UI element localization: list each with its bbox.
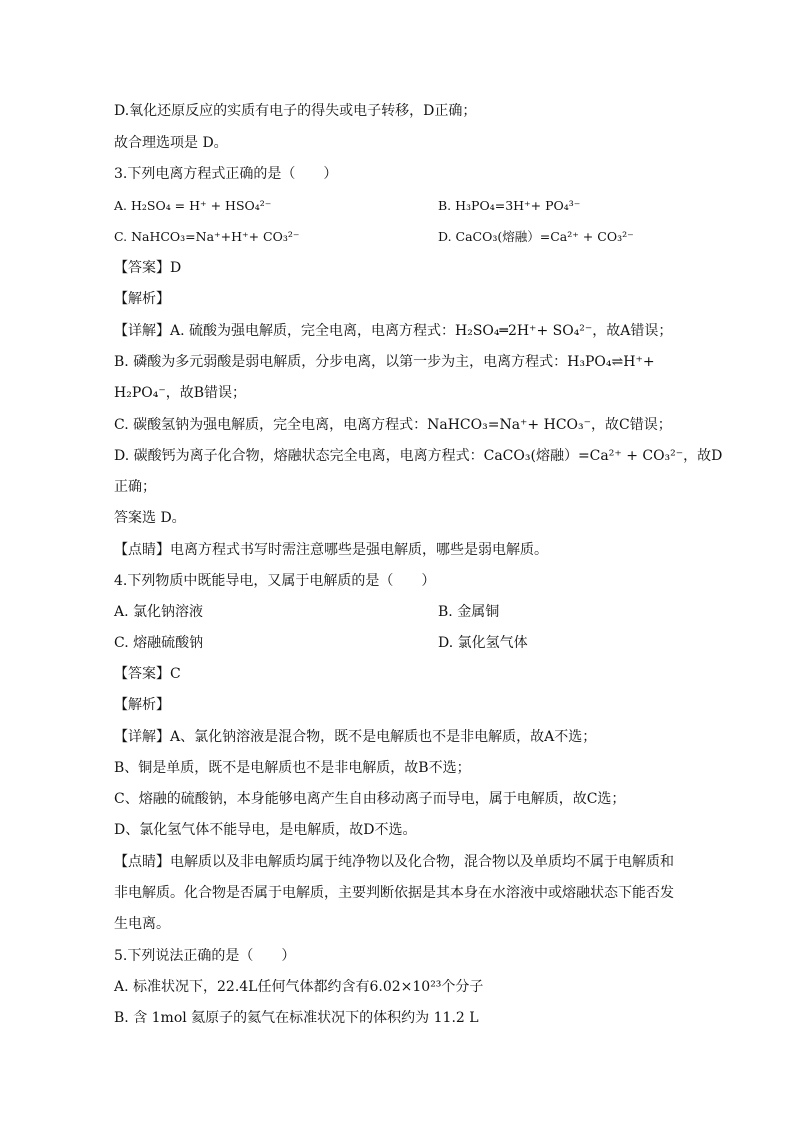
text-line: B、铜是单质，既不是电解质也不是非电解质，故B不选； — [114, 760, 471, 776]
key-point-line: 【点睛】电解质以及非电解质均属于纯净物以及化合物，混合物以及单质均不属于电解质和 — [114, 854, 674, 870]
q4-option-d: D. 氯化氢气体 — [438, 635, 528, 651]
q3-option-c: C. NaHCO₃=Na⁺+H⁺+ CO₃²⁻ — [114, 229, 300, 244]
q5-option-b: B. 含 1mol 氦原子的氦气在标准状况下的体积约为 11.2 L — [114, 1010, 479, 1026]
q3-option-b: B. H₃PO₄=3H⁺+ PO₄³⁻ — [438, 198, 581, 213]
q3-option-a: A. H₂SO₄ = H⁺ + HSO₄²⁻ — [114, 198, 272, 213]
question-3-stem: 3.下列电离方程式正确的是（ ） — [114, 166, 338, 182]
text-line: D、氯化氢气体不能导电，是电解质，故D不选。 — [114, 822, 417, 838]
text-line: 正确； — [114, 479, 156, 495]
text-line: C. 碳酸氢钠为强电解质，完全电离，电离方程式：NaHCO₃=Na⁺+ HCO₃⁻，故C错误； — [114, 417, 672, 433]
text-line: 生电离。 — [114, 916, 170, 932]
text-line: D.氧化还原反应的实质有电子的得失或电子转移，D正确； — [114, 103, 477, 119]
text-line: 答案选 D。 — [114, 510, 186, 526]
answer-line: 【答案】C — [114, 666, 181, 682]
text-line: 非电解质。化合物是否属于电解质，主要判断依据是其本身在水溶液中或熔融状态下能否发 — [114, 885, 674, 901]
answer-line: 【答案】D — [114, 260, 182, 276]
text-line: B. 磷酸为多元弱酸是弱电解质，分步电离，以第一步为主，电离方程式：H₃PO₄⇌H⁺+ — [114, 354, 655, 370]
analysis-heading: 【解析】 — [114, 291, 170, 307]
question-5-stem: 5.下列说法正确的是（ ） — [114, 948, 296, 964]
text-line: 【详解】A、氯化钠溶液是混合物，既不是电解质也不是非电解质，故A不选； — [114, 729, 597, 745]
text-line: H₂PO₄⁻，故B错误； — [114, 385, 247, 401]
q4-option-a: A. 氯化钠溶液 — [114, 604, 204, 620]
q5-option-a: A. 标准状况下，22.4L任何气体都约含有6.02×10²³个分子 — [114, 979, 484, 995]
q3-option-d: D. CaCO₃(熔融）=Ca²⁺ + CO₃²⁻ — [438, 229, 634, 244]
text-line: 故合理选项是 D。 — [114, 135, 228, 151]
text-line: C、熔融的硫酸钠，本身能够电离产生自由移动离子而导电，属于电解质，故C选； — [114, 791, 626, 807]
text-line: 【详解】A. 硫酸为强电解质，完全电离，电离方程式：H₂SO₄═2H⁺+ SO₄²⁻，故A错误； — [114, 323, 673, 339]
q4-option-b: B. 金属铜 — [438, 604, 500, 620]
question-4-stem: 4.下列物质中既能导电，又属于电解质的是（ ） — [114, 573, 436, 589]
q4-option-c: C. 熔融硫酸钠 — [114, 635, 204, 651]
analysis-heading: 【解析】 — [114, 697, 170, 713]
text-line: D. 碳酸钙为离子化合物，熔融状态完全电离，电离方程式：CaCO₃(熔融）=Ca²⁺ + CO₃²⁻，故D — [114, 448, 723, 464]
key-point-line: 【点睛】电离方程式书写时需注意哪些是强电解质，哪些是弱电解质。 — [114, 542, 548, 558]
